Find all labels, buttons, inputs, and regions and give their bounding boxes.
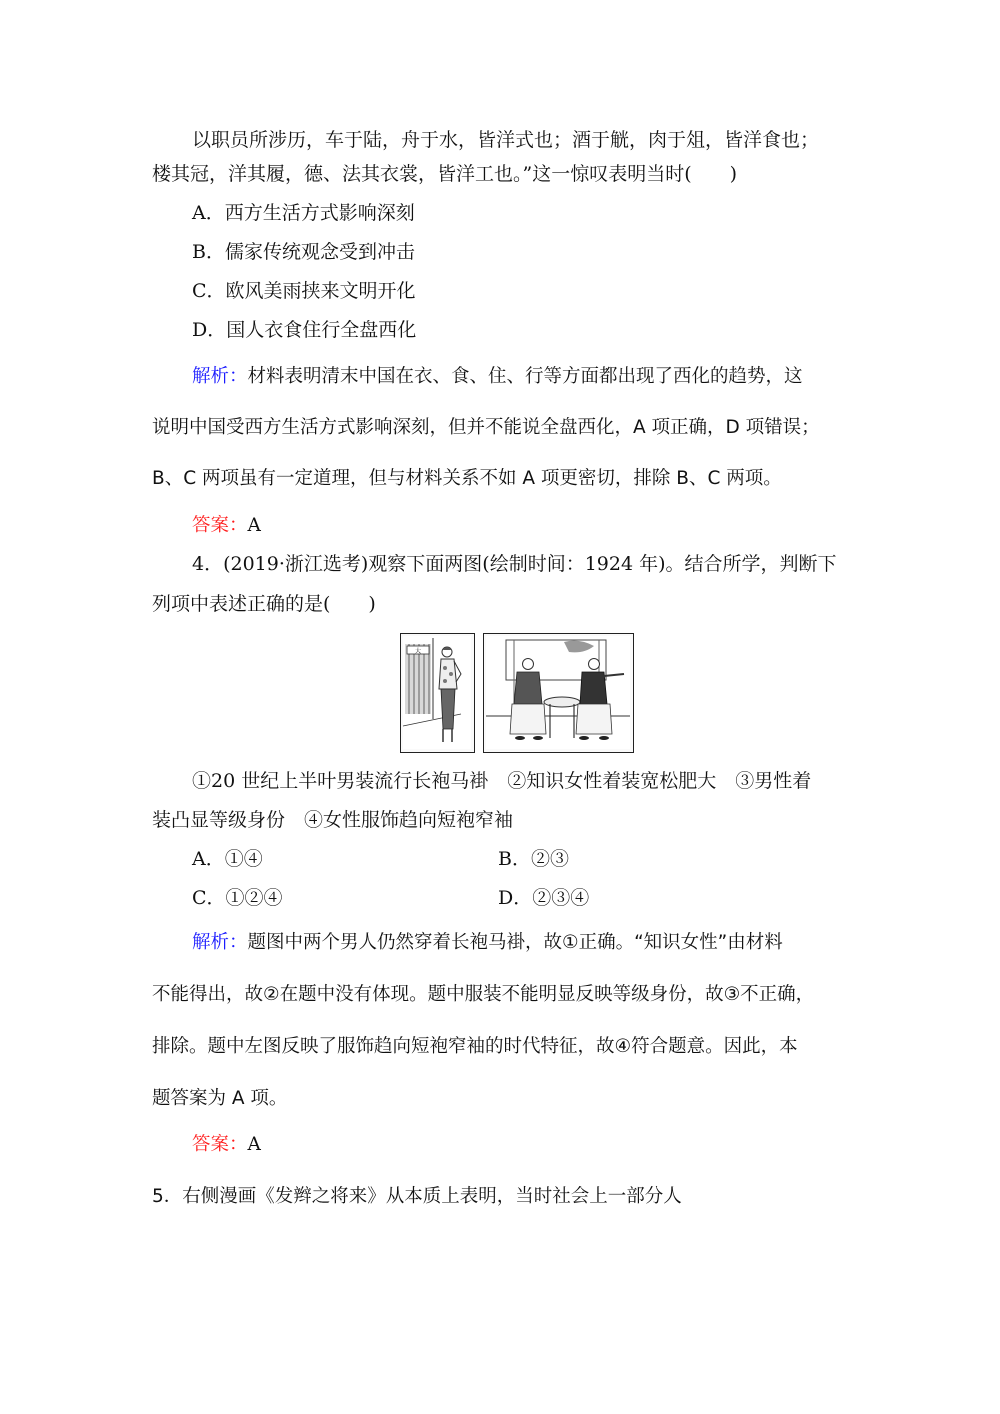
q3-analysis-text-1: 材料表明清末中国在衣、食、住、行等方面都出现了西化的趋势，这 bbox=[247, 366, 803, 387]
q3-option-c: C．欧风美雨挟来文明开化 bbox=[192, 280, 416, 302]
q4-option-a: A．①④ bbox=[192, 848, 263, 870]
q3-analysis-line-2: 说明中国受西方生活方式影响深刻，但并不能说全盘西化，A 项正确，D 项错误； bbox=[152, 417, 820, 438]
q4-option-b: B．②③ bbox=[498, 848, 569, 870]
q4-answer-label: 答案： bbox=[192, 1134, 248, 1155]
shop-sign-text: 大 bbox=[414, 648, 422, 655]
figure-two-men-illustration bbox=[483, 633, 634, 753]
q4-stem-line-2: 列项中表述正确的是( ) bbox=[152, 593, 376, 615]
q3-option-d: D．国人衣食住行全盘西化 bbox=[192, 319, 417, 341]
q4-answer bbox=[192, 1132, 892, 1158]
q4-figures bbox=[400, 633, 635, 755]
q4-analysis-line-3: 排除。题中左图反映了服饰趋向短袍窄袖的时代特征，故④符合题意。因此，本 bbox=[152, 1036, 798, 1057]
q5-stem-line-1: 5．右侧漫画《发辫之将来》从本质上表明，当时社会上一部分人 bbox=[152, 1186, 682, 1207]
q3-answer-label: 答案： bbox=[192, 515, 248, 536]
q3-analysis-line-3: B、C 两项虽有一定道理，但与材料关系不如 A 项更密切，排除 B、C 两项。 bbox=[152, 468, 782, 489]
q4-analysis-text-1: 题图中两个男人仍然穿着长袍马褂，故①正确。“知识女性”由材料 bbox=[247, 932, 783, 953]
q4-statements-line-1: ①20 世纪上半叶男装流行长袍马褂 ②知识女性着装宽松肥大 ③男性着 bbox=[192, 770, 812, 792]
q3-answer-value: A bbox=[247, 515, 261, 536]
q3-stem-line-1: 以职员所涉历，车于陆，舟于水，皆洋式也；酒于觥，肉于俎，皆洋食也； bbox=[192, 129, 820, 151]
q3-answer bbox=[192, 513, 892, 539]
q4-option-d: D．②③④ bbox=[498, 887, 590, 909]
figure-woman-illustration bbox=[400, 633, 475, 753]
q4-analysis-line-4: 题答案为 A 项。 bbox=[152, 1088, 288, 1109]
q4-analysis-line-2: 不能得出，故②在题中没有体现。题中服装不能明显反映等级身份，故③不正确， bbox=[152, 984, 815, 1005]
q4-answer-value: A bbox=[247, 1134, 261, 1155]
q3-option-a: A．西方生活方式影响深刻 bbox=[192, 202, 415, 224]
q3-analysis-label: 解析： bbox=[192, 366, 248, 387]
q4-option-c: C．①②④ bbox=[192, 887, 283, 909]
q4-statements-line-2: 装凸显等级身份 ④女性服饰趋向短袍窄袖 bbox=[152, 809, 514, 831]
q4-stem-line-1: 4．(2019·浙江选考)观察下面两图(绘制时间：1924 年)。结合所学，判断下 bbox=[192, 553, 837, 575]
q4-analysis-label: 解析： bbox=[192, 932, 248, 953]
q3-option-b: B．儒家传统观念受到冲击 bbox=[192, 241, 415, 263]
q4-analysis-line-1 bbox=[192, 930, 892, 956]
q3-analysis-line-1 bbox=[192, 364, 892, 390]
q3-stem-line-2: 楼其冠，洋其履，德、法其衣裳，皆洋工也。”这一惊叹表明当时( ) bbox=[152, 163, 738, 185]
